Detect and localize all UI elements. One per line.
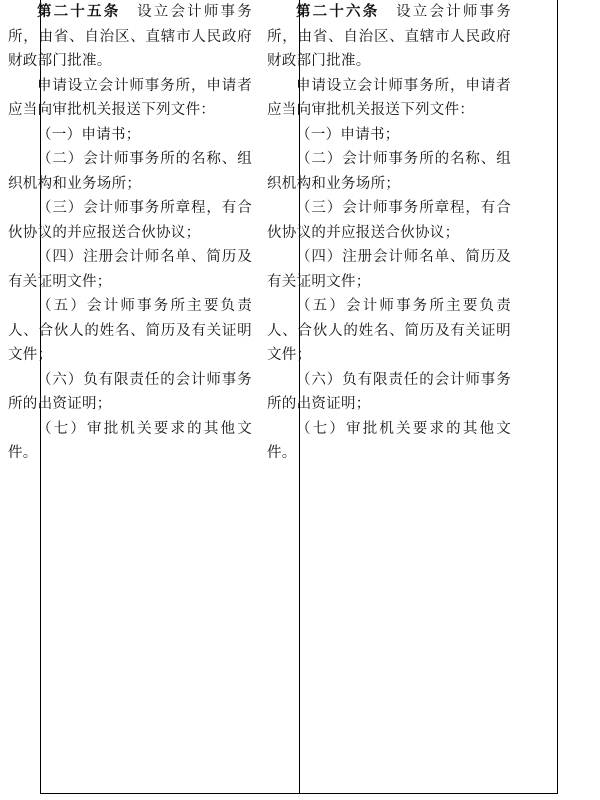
list-item: （六）负有限责任的会计师事务所的出资证明； — [8, 371, 252, 412]
list-item: （五）会计师事务所主要负责人、合伙人的姓名、简历及有关证明文件； — [267, 298, 511, 363]
list-item: （二）会计师事务所的名称、组织机构和业务场所； — [8, 151, 252, 192]
list-item: （七）审批机关要求的其他文件。 — [267, 420, 511, 461]
article-paragraph — [267, 0, 511, 74]
list-item: （一）申请书； — [296, 126, 400, 143]
list-item: （六）负有限责任的会计师事务所的出资证明； — [267, 371, 511, 412]
paragraph-2: 申请设立会计师事务所，申请者应当向审批机关报送下列文件： — [8, 77, 252, 118]
article-number: 第二十六条 — [296, 3, 380, 20]
list-item: （五）会计师事务所主要负责人、合伙人的姓名、简历及有关证明文件； — [8, 298, 252, 363]
article-text: 设立会计师事务所，由省、自治区、直辖市人民政府财政部门批准。 — [267, 4, 511, 69]
right-column — [267, 0, 511, 466]
list-item: （三）会计师事务所章程，有合伙协议的并应报送合伙协议； — [267, 200, 511, 241]
article-number: 第二十五条 — [37, 3, 121, 20]
list-item: （四）注册会计师名单、简历及有关证明文件； — [267, 249, 511, 290]
paragraph-2: 申请设立会计师事务所，申请者应当向审批机关报送下列文件： — [267, 77, 511, 118]
left-column — [8, 0, 252, 466]
article-paragraph — [8, 0, 252, 74]
list-item: （二）会计师事务所的名称、组织机构和业务场所； — [267, 151, 511, 192]
list-item: （一）申请书； — [37, 126, 141, 143]
list-item: （三）会计师事务所章程，有合伙协议的并应报送合伙协议； — [8, 200, 252, 241]
list-item: （四）注册会计师名单、简历及有关证明文件； — [8, 249, 252, 290]
list-item: （七）审批机关要求的其他文件。 — [8, 420, 252, 461]
article-text: 设立会计师事务所，由省、自治区、直辖市人民政府财政部门批准。 — [8, 4, 252, 69]
